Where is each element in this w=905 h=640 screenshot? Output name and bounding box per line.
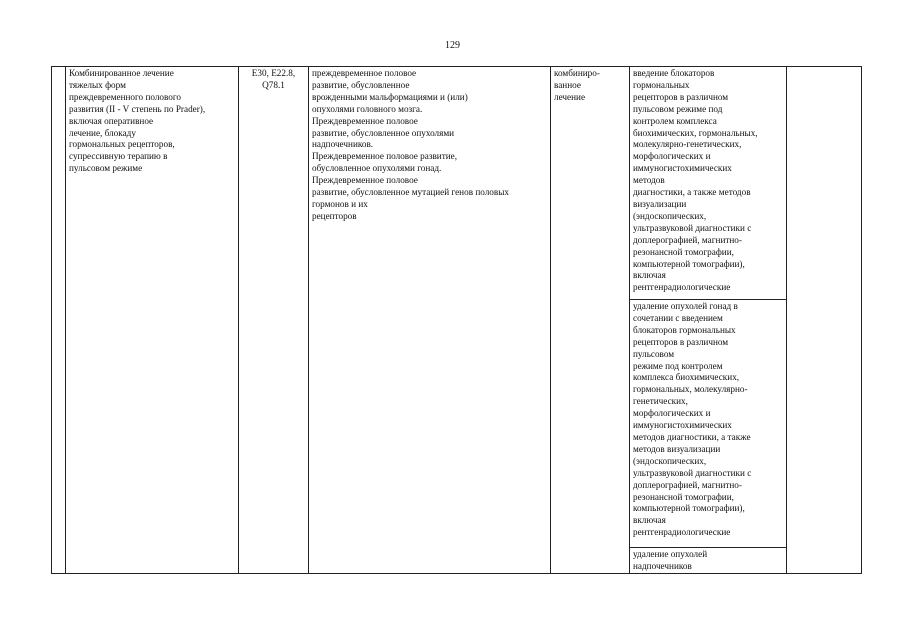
text-line: Преждевременное половое	[312, 175, 418, 186]
text-line: врожденными мальформациями и (или)	[312, 91, 468, 102]
text-line: доплерографией, магнитно-	[633, 234, 742, 245]
text-line: Q78.1	[262, 79, 285, 90]
text-line: развитие, обусловленное опухолями	[312, 127, 455, 138]
text-line: удаление опухолей	[633, 549, 708, 559]
text-line: сочетании с введением	[633, 312, 723, 323]
text-line: методов визуализации	[633, 443, 721, 454]
text-line: диагностики, а также методов	[633, 187, 751, 198]
text-line: тяжелых форм	[69, 79, 126, 90]
treatment-type-cell	[554, 68, 600, 104]
text-line: генетических,	[633, 396, 688, 407]
text-line: визуализации	[633, 198, 687, 209]
text-line: иммуногистохимических	[633, 163, 732, 174]
text-line: молекулярно-генетических,	[633, 139, 742, 150]
text-line: ультразвуковой диагностики с	[633, 467, 752, 478]
text-line: гормональных	[633, 79, 690, 90]
treatment-cell	[69, 68, 205, 175]
text-line: (эндоскопических,	[633, 210, 707, 221]
text-line: обусловленное опухолями гонад.	[312, 163, 442, 174]
text-line: рецепторов в различном	[633, 91, 729, 102]
text-line: Преждевременное половое	[312, 115, 418, 126]
column-divider	[238, 67, 239, 573]
text-line: комбиниро-	[554, 68, 600, 78]
column-divider	[629, 67, 630, 573]
text-line: гормональных, молекулярно-	[633, 384, 748, 395]
text-line: развития (II - V степень по Prader),	[69, 103, 206, 114]
text-line: развитие, обусловленное	[312, 79, 410, 90]
method-cell-1	[633, 68, 758, 294]
text-line: ванное	[554, 79, 581, 90]
text-line: удаление опухолей гонад в	[633, 301, 738, 311]
text-line: опухолями головного мозга.	[312, 103, 423, 114]
text-line: лечение	[554, 91, 586, 102]
text-line: включая	[633, 515, 666, 526]
text-line: контролем комплекса	[633, 115, 717, 126]
text-line: резонансной томографии,	[633, 246, 734, 257]
diagnosis-cell	[312, 68, 509, 223]
text-line: Комбинированное лечение	[69, 68, 174, 78]
text-line: комплекса биохимических,	[633, 372, 740, 383]
text-line: гормональных рецепторов,	[69, 139, 175, 150]
text-line: пульсовом	[633, 348, 675, 359]
text-line: резонансной томографии,	[633, 491, 734, 502]
text-line: включая	[633, 270, 666, 281]
text-line: Преждевременное половое развитие,	[312, 151, 458, 162]
text-line: преждевременного полового	[69, 91, 182, 102]
text-line: методов	[633, 175, 665, 186]
text-line: лечение, блокаду	[69, 127, 136, 138]
column-divider	[550, 67, 551, 573]
text-line: (эндоскопических,	[633, 455, 707, 466]
text-line: иммуногистохимических	[633, 420, 732, 431]
text-line: введение блокаторов	[633, 68, 715, 78]
text-line: гормонов и их	[312, 198, 368, 209]
text-line: преждевременное половое	[312, 68, 417, 78]
icd-codes-cell	[239, 68, 308, 92]
text-line: методов диагностики, а также	[633, 431, 751, 442]
page-number: 129	[445, 40, 460, 51]
medical-care-table	[51, 66, 862, 574]
text-line: морфологических и	[633, 151, 711, 162]
method-row-divider	[629, 299, 786, 300]
text-line: рецепторов	[312, 210, 357, 221]
column-divider	[65, 67, 66, 573]
text-line: E30, E22.8,	[251, 68, 296, 78]
text-line: биохимических, гормональных,	[633, 127, 758, 138]
text-line: блокаторов гормональных	[633, 324, 736, 335]
text-line: включая оперативное	[69, 115, 154, 126]
text-line: развитие, обусловленное мутацией генов половых	[312, 187, 510, 198]
text-line: доплерографией, магнитно-	[633, 479, 742, 490]
method-row-divider	[629, 547, 786, 548]
method-cell-3	[633, 549, 707, 573]
text-line: пульсовом режиме	[69, 163, 143, 174]
text-line: супрессивную терапию в	[69, 151, 168, 162]
text-line: режиме под контролем	[633, 360, 723, 371]
text-line: рентгенрадиологические	[633, 282, 731, 293]
text-line: надпочечников	[633, 560, 692, 571]
text-line: рецепторов в различном	[633, 336, 729, 347]
column-divider	[308, 67, 309, 573]
text-line: надпочечников.	[312, 139, 374, 150]
method-cell-2	[633, 301, 751, 539]
column-divider	[786, 67, 787, 573]
text-line: ультразвуковой диагностики с	[633, 222, 752, 233]
text-line: рентгенрадиологические	[633, 527, 731, 538]
text-line: морфологических и	[633, 408, 711, 419]
text-line: компьютерной томографии),	[633, 258, 745, 269]
text-line: пульсовом режиме под	[633, 103, 723, 114]
text-line: компьютерной томографии),	[633, 503, 745, 514]
